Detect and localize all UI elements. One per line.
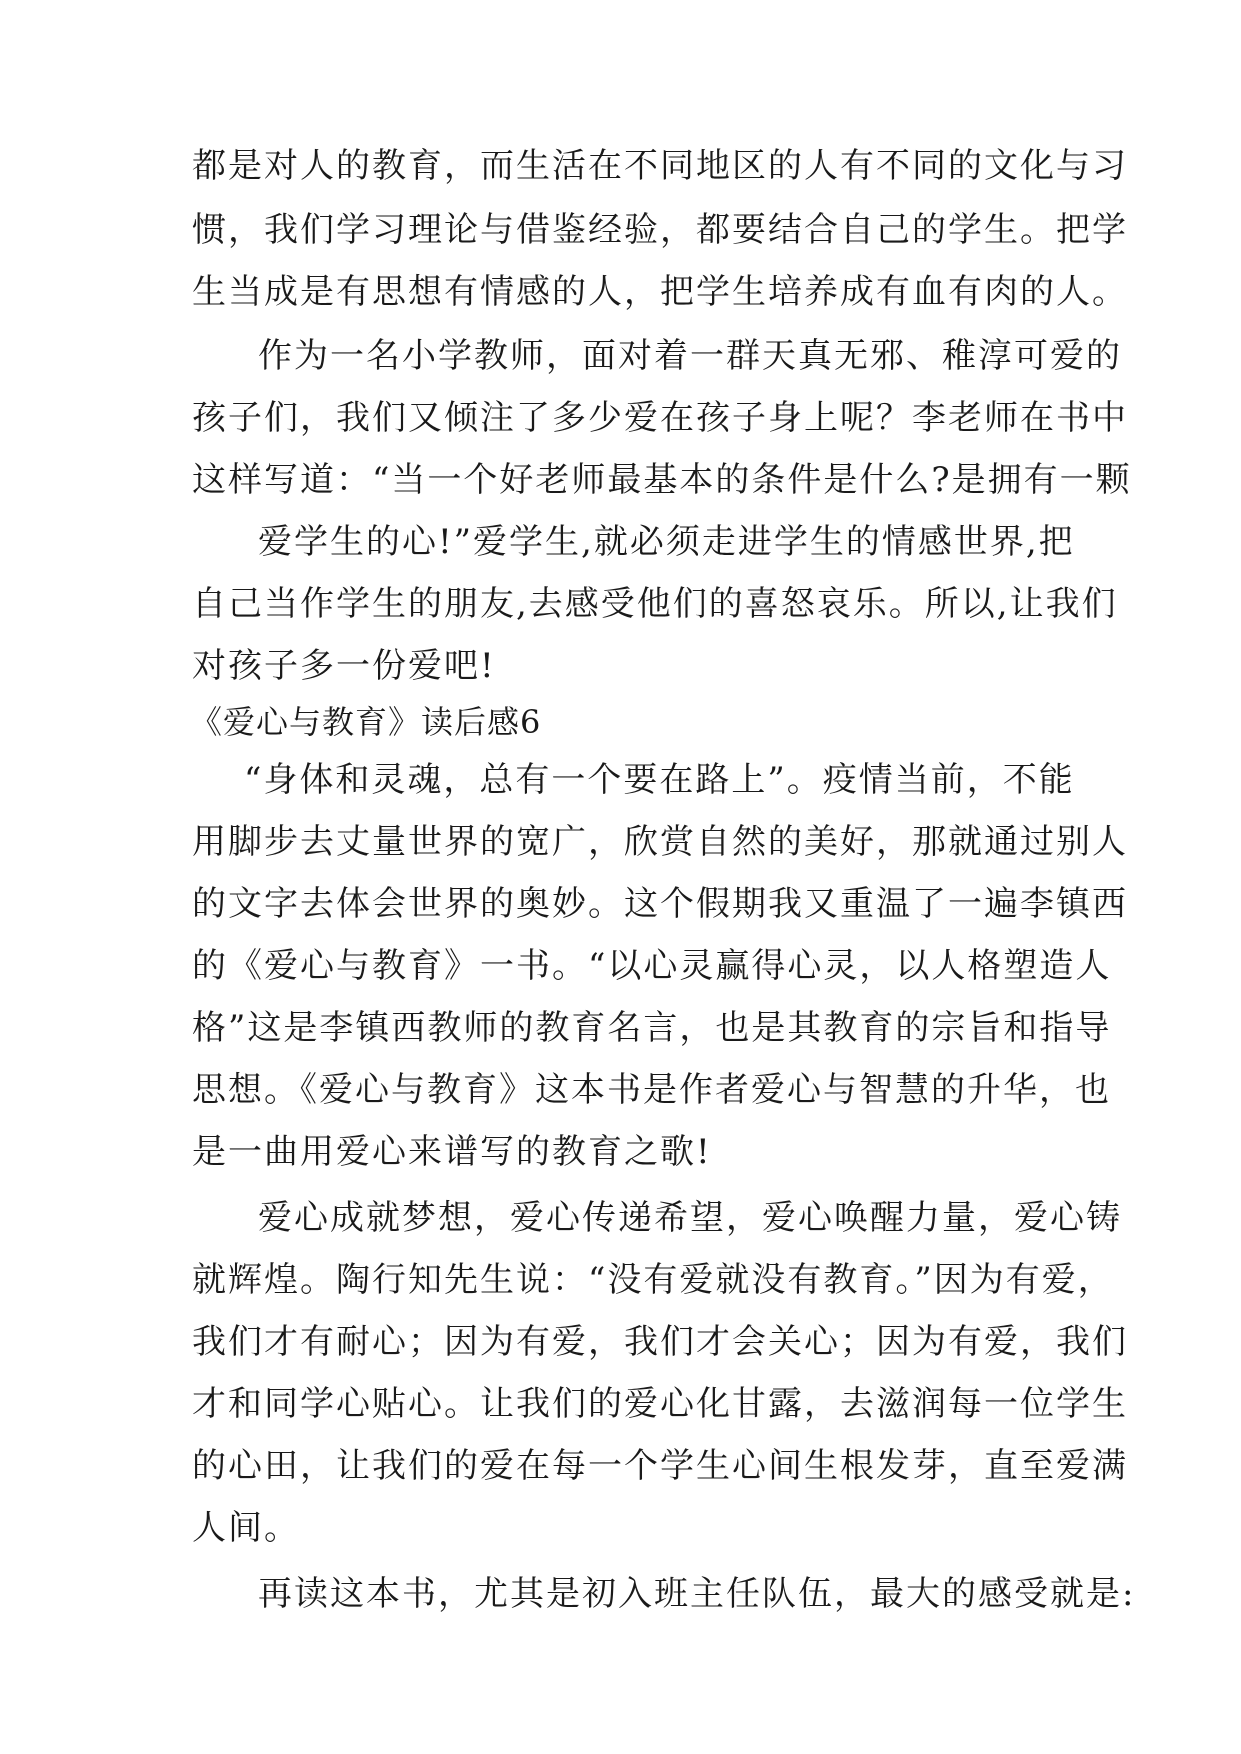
text-line: 的《爱心与教育》一书。“以心灵赢得心灵，以人格塑造人 [192,946,1112,986]
paragraph-first-line: “身体和灵魂，总有一个要在路上”。疫情当前，不能 [244,760,1075,800]
section-heading: 《爱心与教育》读后感6 [190,703,542,741]
text-line: 自己当作学生的朋友,去感受他们的喜怒哀乐。所以,让我们 [192,584,1118,624]
text-line: 人间。 [192,1508,300,1548]
text-line: 生当成是有思想有情感的人，把学生培养成有血有肉的人。 [192,272,1128,312]
text-line: 对孩子多一份爱吧! [192,646,496,686]
paragraph-first-line: 爱心成就梦想，爱心传递希望，爱心唤醒力量，爱心铸 [258,1198,1122,1238]
text-line: 惯，我们学习理论与借鉴经验，都要结合自己的学生。把学 [192,210,1128,250]
text-line: 我们才有耐心；因为有爱，我们才会关心；因为有爱，我们 [192,1322,1128,1362]
text-line: 是一曲用爱心来谱写的教育之歌! [192,1132,712,1172]
text-line: 爱学生的心!”爱学生,就必须走进学生的情感世界,把 [258,522,1075,562]
paragraph-first-line: 作为一名小学教师，面对着一群天真无邪、稚淳可爱的 [258,336,1122,376]
text-line: 才和同学心贴心。让我们的爱心化甘露，去滋润每一位学生 [192,1384,1128,1424]
text-line: 这样写道：“当一个好老师最基本的条件是什么?是拥有一颗 [192,460,1132,500]
text-line: 的文字去体会世界的奥妙。这个假期我又重温了一遍李镇西 [192,884,1128,924]
text-line: 孩子们，我们又倾注了多少爱在孩子身上呢？李老师在书中 [192,398,1128,438]
text-line: 格”这是李镇西教师的教育名言，也是其教育的宗旨和指导 [192,1008,1112,1048]
text-line: 用脚步去丈量世界的宽广，欣赏自然的美好，那就通过别人 [192,822,1128,862]
text-line: 都是对人的教育，而生活在不同地区的人有不同的文化与习 [192,146,1128,186]
paragraph-first-line: 再读这本书，尤其是初入班主任队伍，最大的感受就是: [258,1574,1136,1614]
text-line: 思想。《爱心与教育》这本书是作者爱心与智慧的升华，也 [192,1070,1111,1110]
text-line: 的心田，让我们的爱在每一个学生心间生根发芽，直至爱满 [192,1446,1128,1486]
text-line: 就辉煌。陶行知先生说：“没有爱就没有教育。”因为有爱， [192,1260,1114,1300]
